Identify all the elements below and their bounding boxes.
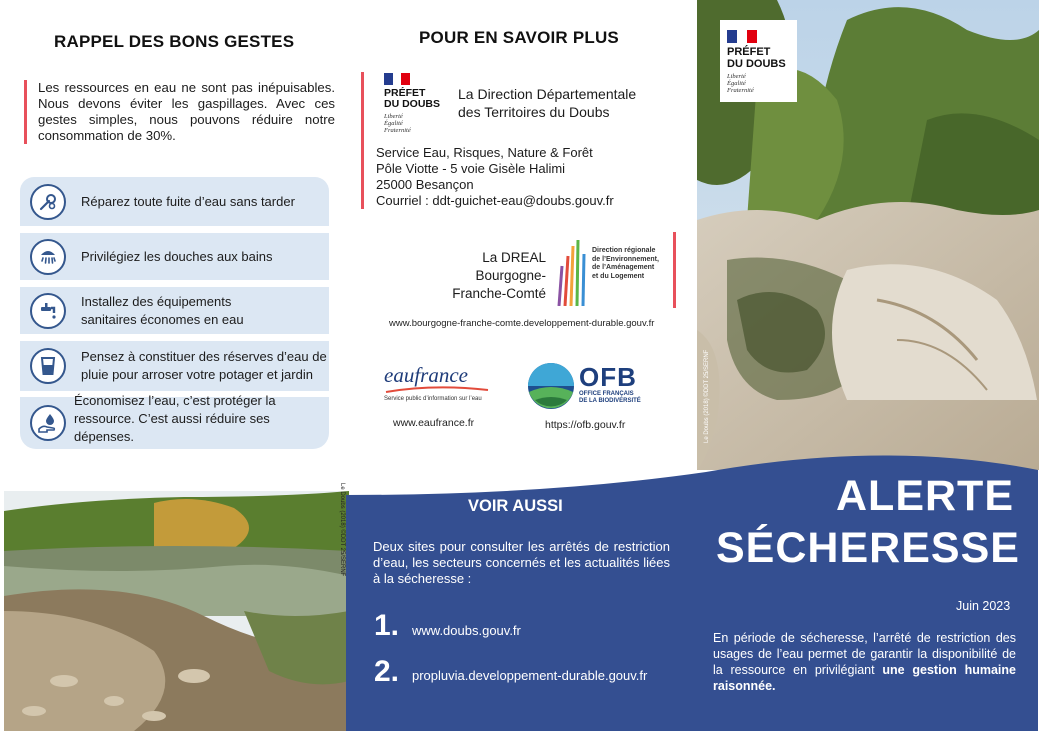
dreal-desc-line4: et du Logement xyxy=(592,272,645,280)
tip-label: Économisez l’eau, c’est protéger la ressource. C’est aussi réduire ses dépenses. xyxy=(74,393,276,444)
cover-title-line1: ALERTE xyxy=(836,472,1014,520)
prefet-logo-line2: DU DOUBS xyxy=(384,98,441,110)
cover-title-line2: SÉCHERESSE xyxy=(716,524,1020,572)
tip-label: Privilégiez les douches aux bains xyxy=(81,248,273,264)
wrench-pipe-icon xyxy=(30,184,66,220)
prefet-motto-3: Fraternité xyxy=(384,127,411,134)
dreal-desc-line1: Direction régionale xyxy=(592,247,656,254)
cover-motto-3: Fraternité xyxy=(727,87,754,94)
eaufrance-tagline: Service public d’information sur l’eau xyxy=(384,396,482,402)
prefet-doubs-cover-logo xyxy=(720,20,797,102)
ofb-subtitle-2: DE LA BIODIVERSITÉ xyxy=(579,398,641,404)
dreal-logo-bars-icon xyxy=(556,236,588,311)
dreal-desc-line2: de l’Environnement, xyxy=(592,255,659,263)
riverbank-photo xyxy=(4,491,349,731)
ofb-globe-icon xyxy=(527,362,575,415)
ofb-wordmark xyxy=(579,363,641,405)
tip-label: Réparez toute fuite d’eau sans tarder xyxy=(81,193,295,209)
prefet-logo-line1: PRÉFET xyxy=(384,87,426,99)
dreal-url[interactable]: www.bourgogne-franche-comte.developpement-durable.gouv.fr xyxy=(389,318,655,329)
dreal-desc-line3: de l’Aménagement xyxy=(592,264,655,271)
see-also-title: VOIR AUSSI xyxy=(468,497,563,515)
eaufrance-wordmark: eaufrance xyxy=(384,363,468,387)
link-number-2: 2. xyxy=(374,655,400,688)
link-doubs[interactable]: www.doubs.gouv.fr xyxy=(412,623,521,638)
cover-motto-1: Liberté xyxy=(727,73,746,80)
link-number-1: 1. xyxy=(374,609,400,642)
dreal-accent-bar xyxy=(673,232,676,308)
tip-label: Installez des équipements sanitaires économes en eau xyxy=(81,293,244,327)
tip-label: Pensez à constituer des réserves d’eau de pluie pour arroser votre potager et jardin xyxy=(81,349,327,382)
cover-body-bold: une gestion humaine raisonnée. xyxy=(713,663,1016,693)
prefet-doubs-logo xyxy=(384,73,440,134)
contact-service: Service Eau, Risques, Nature & Forêt xyxy=(376,145,593,160)
cover-body-text: En période de sécheresse, l’arrêté de restriction des usages de l’eau permet de garantir la disponibilité de la ressource en privilégiant xyxy=(713,631,1016,677)
eaufrance-swoosh-icon xyxy=(384,386,490,394)
ddt-name-line2: des Territoires du Doubs xyxy=(458,104,610,120)
dreal-name-line3: Franche-Comté xyxy=(452,286,546,301)
french-flag-icon xyxy=(384,73,410,85)
ddt-name-line1: La Direction Départementale xyxy=(458,86,637,102)
eaufrance-url[interactable]: www.eaufrance.fr xyxy=(393,417,475,429)
contact-address-line2: 25000 Besançon xyxy=(376,177,474,192)
prefet-motto-2: Égalité xyxy=(384,120,403,127)
contact-block xyxy=(376,145,614,209)
see-also-text: Deux sites pour consulter les arrêtés de restriction d’eau, les secteurs concernés et les actualités liées à la sécheresse : xyxy=(373,539,670,586)
cover-logo-line2: DU DOUBS xyxy=(727,58,786,70)
tip-item-showers xyxy=(20,233,329,280)
contact-email[interactable]: Courriel : ddt-guichet-eau@doubs.gouv.fr xyxy=(376,193,614,208)
photo-credit-bottom: Le Doubs (2018) ©DDT 25/SERNF xyxy=(339,483,345,577)
tip-item-saving-equipment xyxy=(20,287,329,334)
tip-item-rainwater xyxy=(20,341,329,391)
section-title-learn-more: POUR EN SAVOIR PLUS xyxy=(419,28,619,47)
ofb-subtitle-1: OFFICE FRANÇAIS xyxy=(579,391,634,397)
dreal-description xyxy=(592,247,659,281)
ofb-url[interactable]: https://ofb.gouv.fr xyxy=(545,419,626,431)
cover-body xyxy=(713,630,1016,694)
photo-credit-river: Le Doubs (2018) ©DDT 25/SERNF xyxy=(704,349,710,443)
ofb-title: OFB xyxy=(579,362,637,392)
dreal-name xyxy=(438,249,546,303)
contact-address-line1: Pôle Viotte - 5 voie Gisèle Halimi xyxy=(376,161,566,176)
tip-item-fix-leaks xyxy=(20,177,329,226)
eaufrance-logo xyxy=(384,364,490,402)
water-glass-icon xyxy=(30,348,66,384)
shower-icon xyxy=(30,239,66,275)
faucet-icon xyxy=(30,293,66,329)
hand-water-drop-icon xyxy=(30,405,66,441)
cover-logo-line1: PRÉFET xyxy=(727,46,771,58)
prefet-motto-1: Liberté xyxy=(384,113,403,120)
french-flag-icon xyxy=(727,30,757,43)
contact-accent-bar xyxy=(361,72,364,209)
cover-motto-2: Égalité xyxy=(727,80,746,87)
intro-paragraph: Les ressources en eau ne sont pas inépuisables. Nous devons éviter les gaspillages. Avec ces gestes simples, nous pouvons réduire notre consommation de 30%. xyxy=(24,80,335,144)
tip-item-save-water xyxy=(20,393,329,449)
link-propluvia[interactable]: propluvia.developpement-durable.gouv.fr xyxy=(412,668,648,683)
ddt-name xyxy=(458,85,636,121)
cover-date: Juin 2023 xyxy=(956,599,1011,613)
dreal-name-line1: La DREAL xyxy=(482,250,546,265)
section-title-good-practices: RAPPEL DES BONS GESTES xyxy=(54,32,295,51)
dreal-name-line2: Bourgogne- xyxy=(475,268,546,283)
